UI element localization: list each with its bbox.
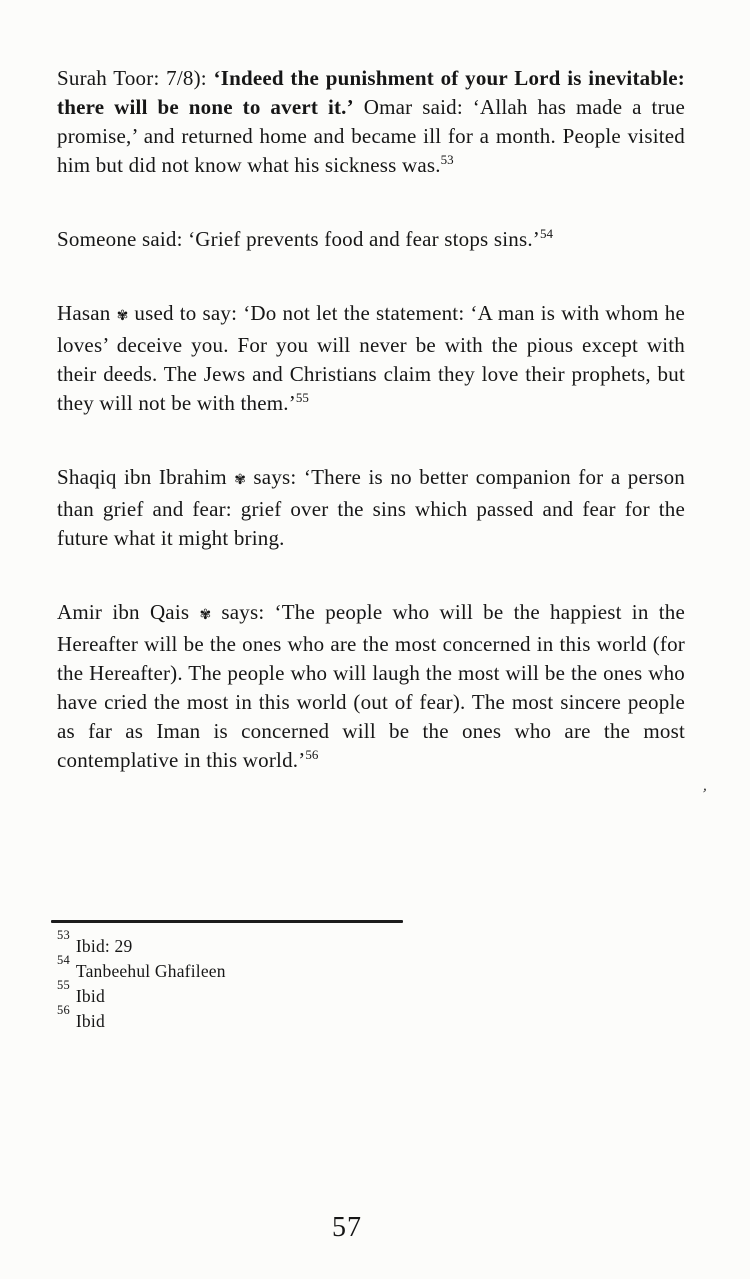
footnotes-list [57,928,685,1034]
footnote-item [57,953,685,984]
page-number: 57 [332,1212,362,1243]
footnote-number: 54 [57,953,70,968]
paragraph-text: Someone said: ‘Grief prevents food and fear stops sins.’ [57,227,541,251]
paragraph-rest: says: ‘The people who will be the happiest in the Hereafter will be the ones who are the most concerned in this world (for the Hereafter). The people who will laugh the most will be the ones who have cried the most in this world (out of fear). The most sincere people as far as Iman is concerned will be the ones who are the most contemplative in this world.’ [57,600,685,772]
footnote-item [57,978,685,1009]
footnote-block [57,920,685,1034]
footnote-ref-54: 54 [540,226,554,241]
footnote-number: 53 [57,928,70,943]
honorific-icon: ✾ [116,309,129,324]
footnote-number: 55 [57,978,70,993]
footnote-number: 56 [57,1003,70,1018]
honorific-icon: ✾ [199,608,212,623]
paragraph-surah-toor [57,64,685,180]
footnote-ref-53: 53 [440,152,454,167]
honorific-icon: ✾ [234,473,246,488]
footnote-item [57,1003,685,1034]
paragraph-amir [57,598,685,775]
paragraph-lead: Surah Toor: 7/8): [57,66,214,90]
stray-scan-mark: ’ [699,785,709,804]
footnote-text: Ibid [75,1011,105,1031]
speaker-name: Shaqiq ibn Ibrahim [57,465,235,489]
paragraph-hasan [57,299,685,418]
paragraph-someone-said [57,225,685,254]
footnote-text: Ibid [75,986,105,1006]
footnote-separator [51,920,403,923]
footnote-ref-56: 56 [305,747,319,762]
speaker-name: Hasan [57,301,117,325]
body-text [57,64,685,775]
footnote-text: Tanbeehul Ghafileen [75,961,226,981]
paragraph-shaqiq [57,463,685,553]
quran-quote: ‘Indeed the punishment of your Lord is inevitable: there will be none to avert it.’ [57,66,685,119]
footnote-text: Ibid: 29 [75,936,133,956]
footnote-ref-55: 55 [295,390,309,405]
paragraph-rest: used to say: ‘Do not let the statement: ‘A man is with whom he loves’ deceive you. For you will never be with the pious except with their deeds. The Jews and Christians claim they love their prophets, but they will not be with them.’ [57,301,685,415]
paragraph-rest: Omar said: ‘Allah has made a true promise,’ and returned home and became ill for a month. People visited him but did not know what his sickness was. [57,95,685,177]
paragraph-rest: says: ‘There is no better companion for a person than grief and fear: grief over the sins which passed and fear for the future what it might bring. [57,465,685,550]
speaker-name: Amir ibn Qais [57,600,200,624]
footnote-item [57,928,685,959]
